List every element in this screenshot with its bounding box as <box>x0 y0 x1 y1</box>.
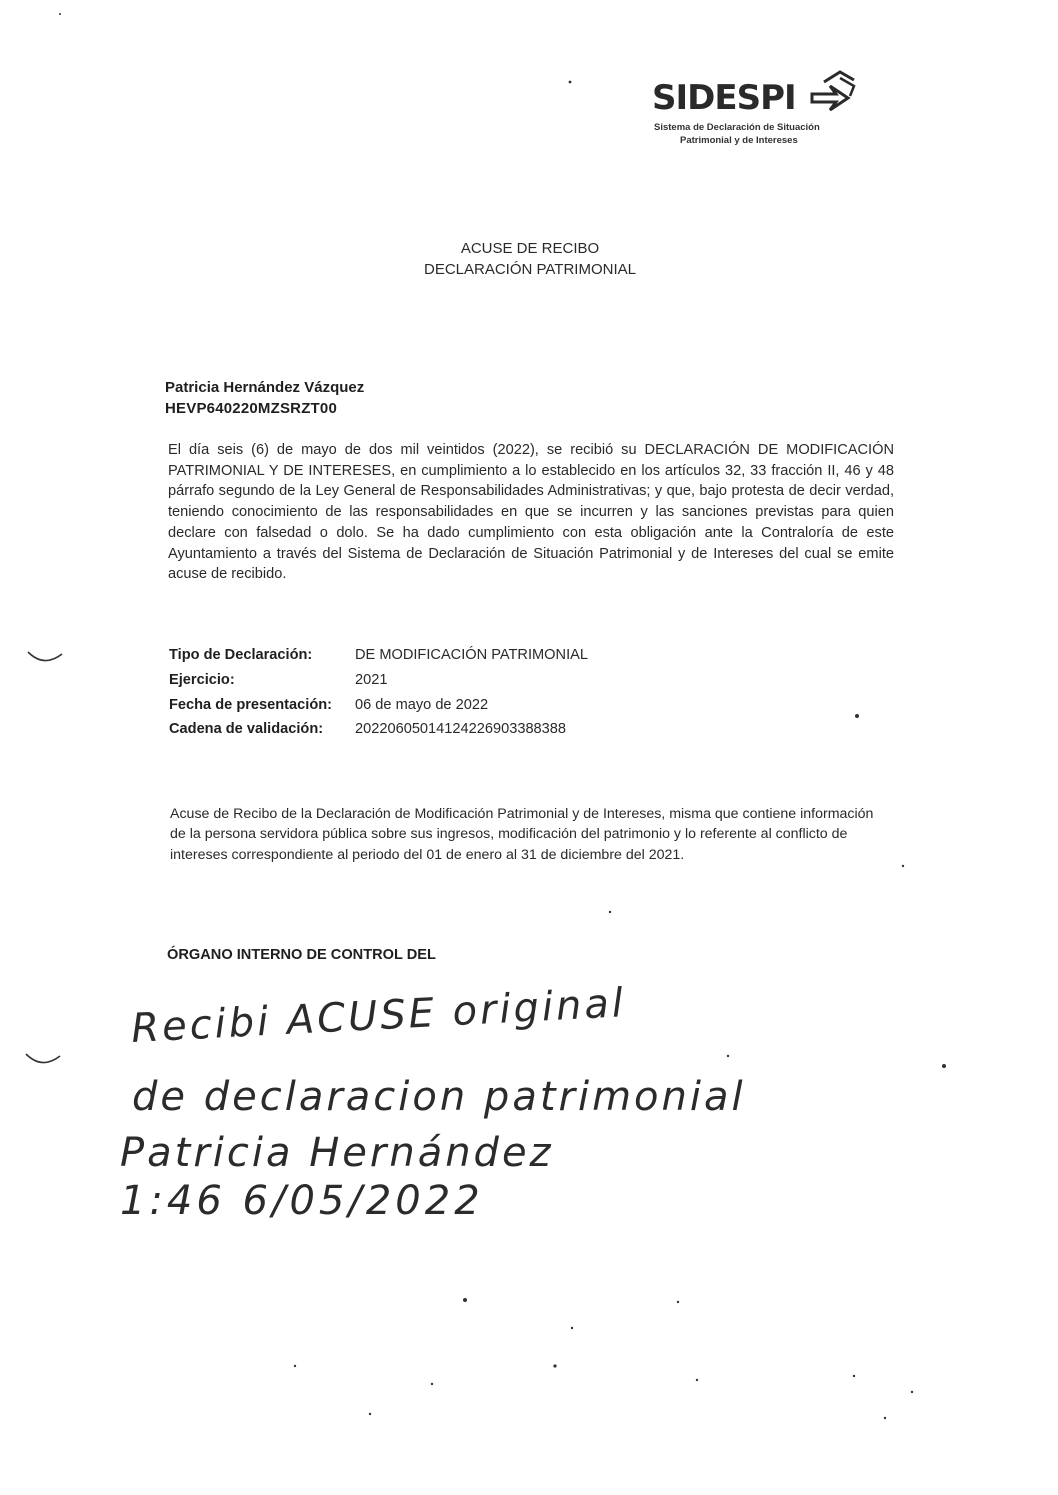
body-paragraph: El día seis (6) de mayo de dos mil veintidos (2022), se recibió su DECLARACIÓN DE MODIFICACIÓN PATRIMONIAL Y DE INTERESES, en cumplimiento a lo establecido en los artículos 32, 33 fracción II, 46 y 48 párrafo segundo de la Ley General de Responsabilidades Administrativas; y que, bajo protesta de decir verdad, teniendo conocimiento de las responsabilidades en que se incurren y las sanciones previstas para quien declare con falsedad o dolo. Se ha dado cumplimiento con esta obligación ante la Contraloría de este Ayuntamiento a través del Sistema de Declaración de Situación Patrimonial y de Intereses del cual se emite acuse de recibido. <box>168 442 894 583</box>
field-value: 06 de mayo de 2022 <box>355 697 489 713</box>
field-value: DE MODIFICACIÓN PATRIMONIAL <box>355 647 588 663</box>
logo-subtitle-line1: Sistema de Declaración de Situación <box>654 122 820 133</box>
logo-wordmark: SIDESPI <box>652 78 796 118</box>
field-value: 20220605014124226903388388 <box>355 721 567 737</box>
hole-punch-mark <box>28 652 62 661</box>
handwritten-line-3: Patricia Hernández <box>120 1130 554 1176</box>
field-label: Fecha de presentación: <box>169 697 333 713</box>
handwritten-line-1: Recibi ACUSE original <box>130 980 628 1052</box>
field-label: Ejercicio: <box>169 672 235 688</box>
organo-interno-label: ÓRGANO INTERNO DE CONTROL DEL <box>167 947 436 963</box>
summary-paragraph: Acuse de Recibo de la Declaración de Modificación Patrimonial y de Intereses, misma que contiene información de la persona servidora pública sobre sus ingresos, modificación del patrimonio y lo referente al conflicto de intereses correspondiente al periodo del 01 de enero al 31 de diciembre del 2021. <box>170 806 874 863</box>
document-subtitle: DECLARACIÓN PATRIMONIAL <box>424 261 636 278</box>
handwritten-line-4: 1:46 6/05/2022 <box>120 1178 484 1224</box>
handwritten-line-2: de declaracion patrimonial <box>132 1074 746 1120</box>
declarant-name: Patricia Hernández Vázquez <box>165 379 365 396</box>
declarant-rfc: HEVP640220MZSRZT00 <box>165 400 338 417</box>
field-value: 2021 <box>355 672 388 688</box>
hole-punch-mark <box>26 1054 60 1063</box>
logo-subtitle-line2: Patrimonial y de Intereses <box>680 135 798 146</box>
field-label: Cadena de validación: <box>169 721 324 737</box>
document-title: ACUSE DE RECIBO <box>460 240 600 257</box>
field-label: Tipo de Declaración: <box>169 647 313 663</box>
